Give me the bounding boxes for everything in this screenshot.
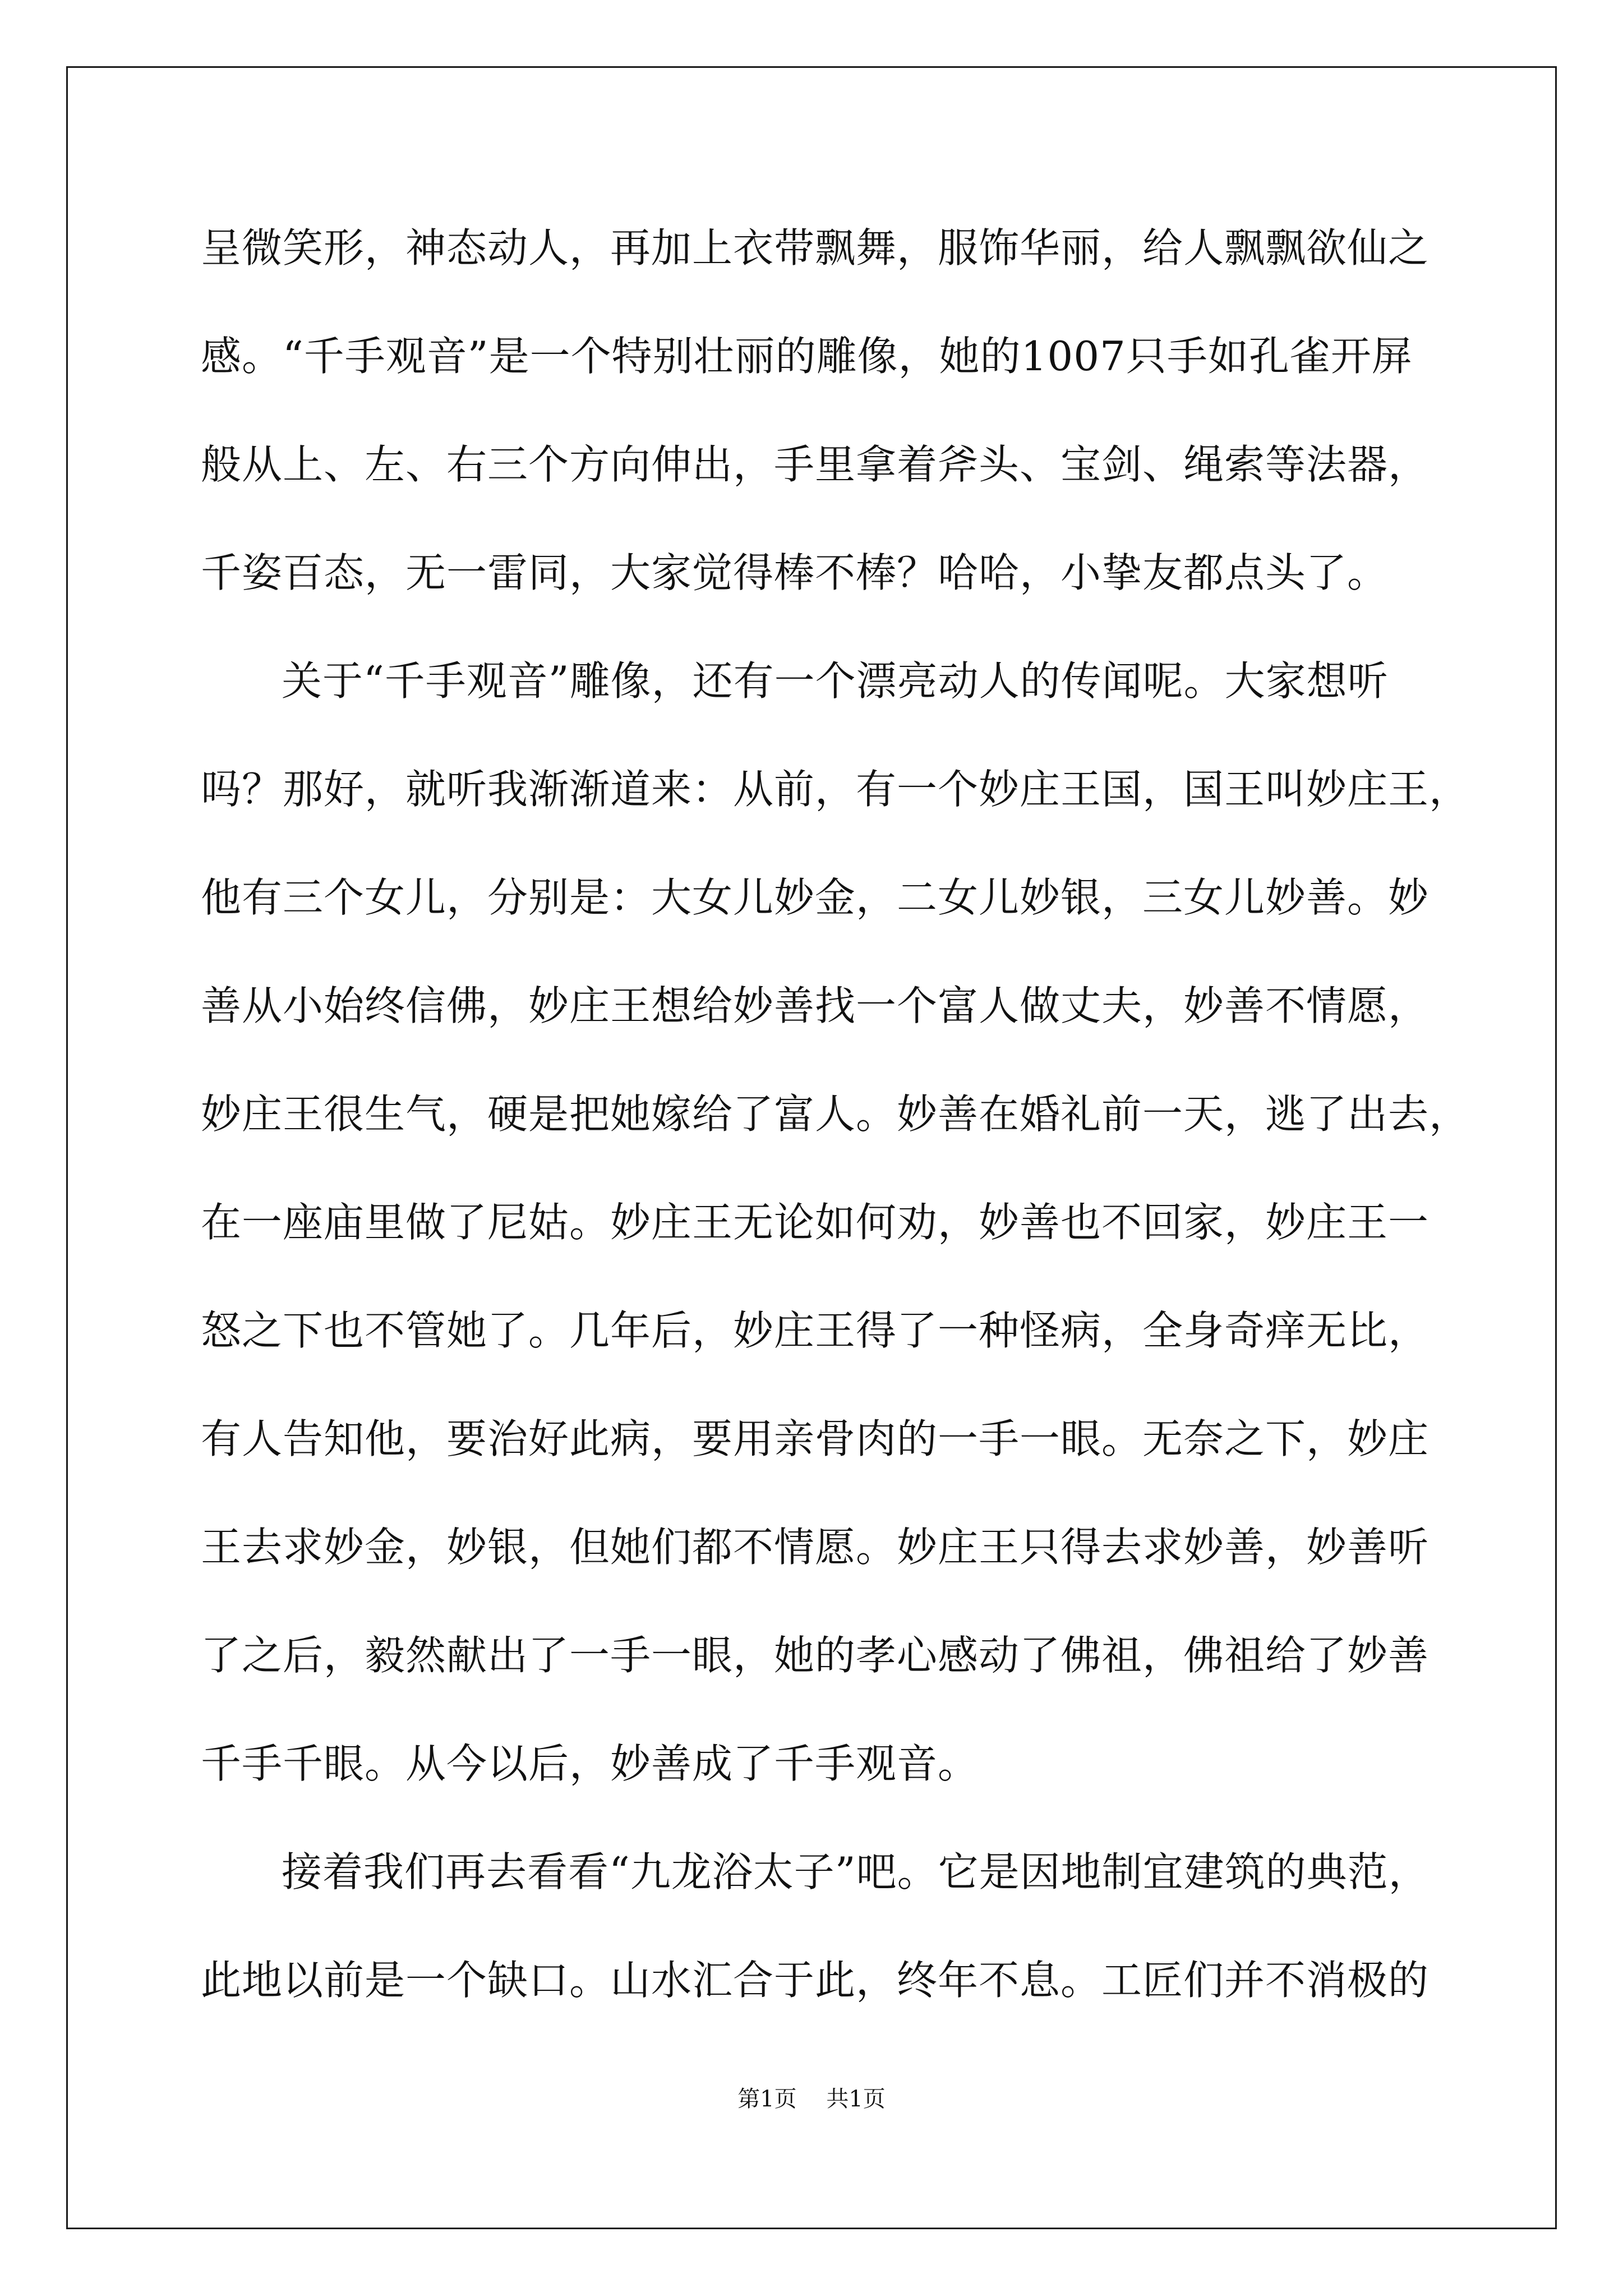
text-line: 吗？那好，就听我渐渐道来：从前，有一个妙庄王国，国王叫妙庄王， [201,766,1470,813]
paragraph-first-line: 接着我们再去看看“九龙浴太子”吧。它是因地制宜建筑的典范， [282,1848,1430,1895]
text-line: 感。“千手观音”是一个特别壮丽的雕像，她的1007只手如孔雀开屏 [201,333,1413,380]
page-total: 共1页 [826,2086,886,2112]
text-line: 他有三个女儿，分别是：大女儿妙金，二女儿妙银，三女儿妙善。妙 [201,874,1430,921]
text-line: 千手千眼。从今以后，妙善成了千手观音。 [201,1740,979,1787]
text-line: 在一座庙里做了尼姑。妙庄王无论如何劝，妙善也不回家，妙庄王一 [201,1199,1430,1246]
page-number: 第1页 [737,2086,797,2112]
text-line: 了之后，毅然献出了一手一眼，她的孝心感动了佛祖，佛祖给了妙善 [201,1632,1430,1679]
text-line: 千姿百态，无一雷同，大家觉得棒不棒？哈哈，小挚友都点头了。 [201,549,1389,596]
text-line: 妙庄王很生气，硬是把她嫁给了富人。妙善在婚礼前一天，逃了出去， [201,1091,1470,1138]
text-line: 善从小始终信佛，妙庄王想给妙善找一个富人做丈夫，妙善不情愿， [201,982,1430,1029]
page-border [66,66,1557,2229]
text-line: 呈微笑形，神态动人，再加上衣带飘舞，服饰华丽，给人飘飘欲仙之 [201,224,1430,272]
text-line: 般从上、左、右三个方向伸出，手里拿着斧头、宝剑、绳索等法器， [201,441,1430,488]
text-line: 有人告知他，要治好此病，要用亲骨肉的一手一眼。无奈之下，妙庄 [201,1415,1430,1462]
page-footer [0,2082,1623,2116]
text-line: 王去求妙金，妙银，但她们都不情愿。妙庄王只得去求妙善，妙善听 [201,1524,1430,1571]
text-line: 此地以前是一个缺口。山水汇合于此，终年不息。工匠们并不消极的 [201,1957,1430,2004]
paragraph-first-line: 关于“千手观音”雕像，还有一个漂亮动人的传闻呢。大家想听 [282,657,1389,705]
text-line: 怒之下也不管她了。几年后，妙庄王得了一种怪病，全身奇痒无比， [201,1307,1430,1354]
